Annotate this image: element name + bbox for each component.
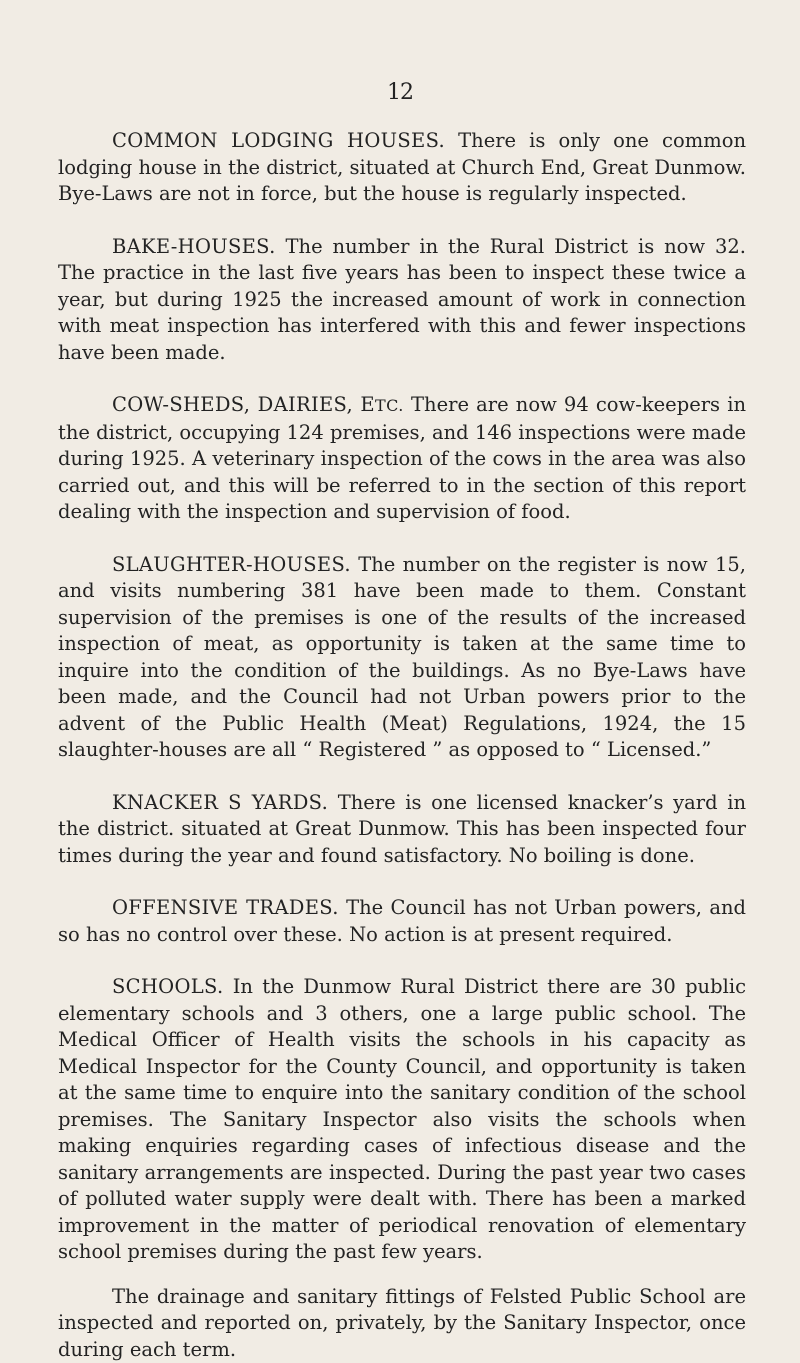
paragraph-slaughter-houses (58, 552, 746, 764)
heading-schools: SCHOOLS. (112, 975, 223, 998)
body-bake-houses: The number in the Rural District is now 32. The practice in the last five years has been to inspect these twice a year, but during 1925 the increased amount of work in connection with meat inspection has interfered with this and fewer inspections have been made. (58, 235, 746, 364)
heading-knackers-yards: KNACKER S YARDS. (112, 791, 328, 814)
body-felsted-drainage: The drainage and sanitary fittings of Felsted Public School are inspected and reported on, privately, by the Sanitary Inspector, once during each term. (58, 1285, 746, 1361)
paragraph-cow-sheds (58, 392, 746, 526)
heading-bake-houses: BAKE-HOUSES. (112, 235, 276, 258)
heading-cow-sheds (112, 393, 404, 416)
paragraph-common-lodging-houses (58, 128, 746, 208)
heading-common-lodging-houses: COMMON LODGING HOUSES. (112, 129, 445, 152)
body-schools: In the Dunmow Rural District there are 30 public elementary schools and 3 others, one a large public school. The Medical Officer of Health visits the schools in his capacity as Medical Inspector for the County Council, and opportunity is taken at the same time to enquire into the sanitary condition of the school premises. The Sanitary Inspector also visits the schools when making enquiries regarding cases of infectious disease and the sanitary arrangements are inspected. During the past year two cases of polluted water supply were dealt with. There has been a marked improvement in the matter of periodical renovation of elementary school premises during the past few years. (58, 975, 746, 1263)
paragraph-knackers-yards (58, 790, 746, 870)
body-common-lodging-houses: There is only one common lodging house in the district, situated at Church End, Great Dunmow. Bye-Laws are not in force, but the house is regularly inspected. (58, 129, 746, 205)
heading-cow-sheds-etc: TC. (375, 396, 404, 415)
body-cow-sheds: There are now 94 cow-keepers in the district, occupying 124 premises, and 146 inspections were made during 1925. A veterinary inspection of the cows in the area was also carried out, and this will be referred to in the section of this report dealing with the inspection and supervision of food. (58, 393, 746, 523)
heading-cow-sheds-main: COW-SHEDS, DAIRIES, E (112, 393, 375, 416)
heading-offensive-trades: OFFENSIVE TRADES. (112, 896, 339, 919)
page-number: 12 (0, 80, 800, 105)
body-offensive-trades: The Council has not Urban powers, and so has no control over these. No action is at present required. (58, 896, 746, 946)
paragraph-schools (58, 974, 746, 1266)
body-knackers-yards: There is one licensed knacker’s yard in the district. situated at Great Dunmow. This has been inspected four times during the year and found satisfactory. No boiling is done. (58, 791, 746, 867)
paragraph-felsted-drainage (58, 1284, 746, 1363)
paragraph-offensive-trades (58, 895, 746, 948)
paragraph-bake-houses (58, 234, 746, 367)
body-slaughter-houses: The number on the register is now 15, and visits numbering 381 have been made to them. Constant supervision of the premises is one of the results of the increased inspection of meat, as opportunity is taken at the same time to inquire into the condition of the buildings. As no Bye-Laws have been made, and the Council had not Urban powers prior to the advent of the Public Health (Meat) Regulations, 1924, the 15 slaughter-houses are all “ Registered ” as opposed to “ Licensed.” (58, 553, 746, 762)
heading-slaughter-houses: SLAUGHTER-HOUSES. (112, 553, 351, 576)
